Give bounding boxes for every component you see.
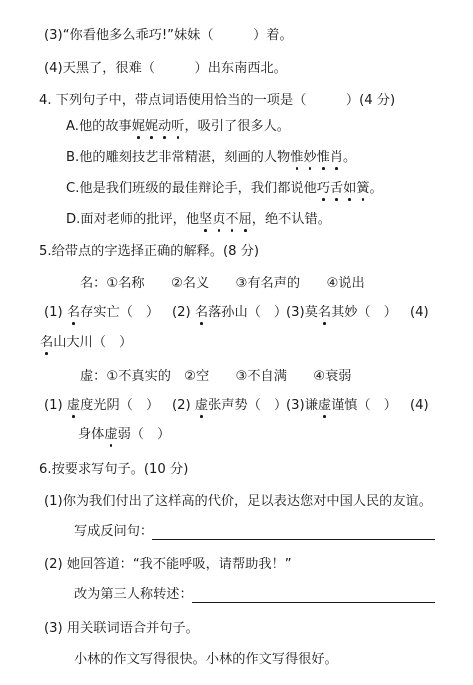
- q6-stem: 6.按要求写句子。(10 分): [39, 462, 189, 477]
- emphasis-char: 动: [158, 119, 172, 134]
- emphasis-char: 不: [225, 212, 239, 227]
- emphasis-char: 妙: [303, 150, 317, 165]
- q6-sentence-3-number: (3): [44, 621, 63, 636]
- q6-sentence-1-number: (1): [44, 494, 63, 509]
- emphasis-char: 肖: [329, 150, 343, 165]
- q5-ming-item-3-number: (3): [286, 305, 305, 320]
- q4-option-d: [66, 211, 331, 229]
- q5-stem: 5.给带点的字选择正确的解释。(8 分): [39, 244, 260, 259]
- emphasis-char: 簧: [356, 181, 370, 196]
- emphasis-char: 惟: [290, 150, 304, 165]
- q6-sentence-3-example: 小林的作文写得很快。小林的作文写得很好。: [74, 652, 338, 667]
- emphasis-char: 巧: [316, 181, 330, 196]
- q6-task-2-label: 改为第三人称转述：: [74, 587, 193, 602]
- q5-xu-item-2-dotted-char: 虚: [194, 398, 209, 413]
- q5-ming-item-4: [40, 334, 132, 352]
- emphasis-char: 娓: [131, 119, 145, 134]
- q3-sub4: [44, 60, 287, 78]
- q6-task-1-label: 写成反问句：: [74, 524, 154, 539]
- emphasis-char: 如: [343, 181, 357, 196]
- q4-option-b-pre: B.他的雕刻技艺非常精湛，刻画的人物: [66, 150, 291, 165]
- q5-ming-item-1-dotted-char: 名: [66, 305, 81, 320]
- q6-sentence-2: [44, 556, 292, 574]
- q5-xu-item-4-number: (4): [410, 398, 429, 413]
- q6-sentence-1: [44, 493, 432, 511]
- q5-xu-item-3-post: 谨慎（ ）: [331, 398, 397, 413]
- q6-sentence-2-text: 她回答道：“我不能呼吸，请帮助我！”: [66, 557, 292, 572]
- emphasis-char: 坚: [199, 212, 213, 227]
- q4-option-d-dotted-word: [199, 212, 252, 227]
- q4-option-b-dotted-word: [290, 150, 343, 165]
- q5-ming-item-3: [286, 304, 397, 322]
- q5-ming-item-3-post: 其妙（ ）: [331, 305, 397, 320]
- q4-option-d-post: ，绝不认错。: [251, 212, 331, 227]
- q5-ming-item-2-post: 落孙山（ ）: [208, 305, 288, 320]
- q3-sub3: [44, 27, 293, 45]
- emphasis-char: 舌: [329, 181, 344, 196]
- q4-option-d-pre: D.面对老师的批评，他: [66, 212, 200, 227]
- q5-ming-item-2-number: (2): [172, 305, 191, 320]
- q5-ming-item-2-dotted-char: 名: [194, 305, 209, 320]
- emphasis-char: 贞: [212, 212, 226, 227]
- q5-xu-item-4: [78, 426, 170, 444]
- q5-xu-item-2-post: 张声势（ ）: [208, 398, 288, 413]
- q6-sentence-3: [44, 620, 199, 638]
- q5-xu-definitions: 虚：①不真实的 ②空 ③不自满 ④衰弱: [80, 369, 352, 384]
- q4-option-b: [66, 149, 356, 167]
- q4-option-a-pre: A.他的故事: [66, 119, 132, 134]
- q6-answer-line-2[interactable]: [192, 602, 435, 603]
- q5-xu-item-1-dotted-char: 虚: [66, 398, 81, 413]
- q6-sentence-2-number: (2): [44, 557, 63, 572]
- q5-xu-item-1-post: 度光阴（ ）: [80, 398, 160, 413]
- q5-xu-item-4-dotted-char: 虚: [104, 427, 118, 442]
- q4-stem: 4. 下列句子中，带点词语使用恰当的一项是（ ）(4 分): [39, 93, 396, 108]
- q5-xu-item-2: [172, 397, 287, 415]
- q4-option-c-dotted-word: [317, 181, 370, 196]
- q6-sentence-3-text: 用关联词语合并句子。: [66, 621, 199, 636]
- q4-option-a: [66, 118, 290, 136]
- q4-option-b-post: 。: [343, 150, 357, 165]
- q5-xu-item-4-post: 弱（ ）: [117, 427, 171, 442]
- emphasis-char: 屈: [238, 212, 252, 227]
- q5-xu-item-3-pre: 谦: [304, 398, 318, 413]
- q5-xu-item-4-pre: 身体: [78, 427, 105, 442]
- emphasis-char: 惟: [316, 150, 330, 165]
- q5-ming-item-1-post: 存实亡（ ）: [80, 305, 160, 320]
- q4-option-a-dotted-word: [132, 119, 185, 134]
- q5-ming-item-3-dotted-char: 名: [317, 305, 332, 320]
- emphasis-char: 听: [171, 119, 185, 134]
- q5-xu-item-3-dotted-char: 虚: [317, 398, 332, 413]
- q5-xu-item-3-number: (3): [286, 398, 305, 413]
- q3-sub4-text: 天黑了，很难（ ）出东南西北。: [62, 61, 287, 76]
- q5-ming-item-2: [172, 304, 287, 322]
- q4-option-c-pre: C.他是我们班级的最佳辩论手，我们都说他: [66, 181, 317, 196]
- q4-option-c-post: 。: [369, 181, 383, 196]
- q5-xu-item-1: [44, 397, 159, 415]
- q3-sub3-text: “你看他多么乖巧!”妹妹（ ）着。: [62, 28, 293, 43]
- q5-ming-item-3-pre: 莫: [304, 305, 318, 320]
- q5-xu-item-3: [286, 397, 397, 415]
- q5-ming-definitions: 名：①名称 ②名义 ③有名声的 ④说出: [80, 276, 365, 291]
- q5-xu-item-2-number: (2): [172, 398, 191, 413]
- q6-sentence-1-text: 你为我们付出了这样高的代价，足以表达您对中国人民的友谊。: [62, 494, 432, 509]
- q5-ming-item-1: [44, 304, 159, 322]
- q5-ming-item-1-number: (1): [44, 305, 63, 320]
- q3-sub3-number: (3): [44, 28, 63, 43]
- q4-option-c: [66, 180, 383, 198]
- q5-xu-item-1-number: (1): [44, 398, 63, 413]
- q5-ming-item-4-post: 山大川（ ）: [53, 335, 133, 350]
- q3-sub4-number: (4): [44, 61, 63, 76]
- q4-option-a-post: ，吸引了很多人。: [184, 119, 290, 134]
- q5-ming-item-4-dotted-char: 名: [40, 335, 54, 350]
- q6-answer-line-1[interactable]: [152, 539, 435, 540]
- emphasis-char: 娓: [144, 119, 159, 134]
- q5-ming-item-4-number: (4): [410, 305, 429, 320]
